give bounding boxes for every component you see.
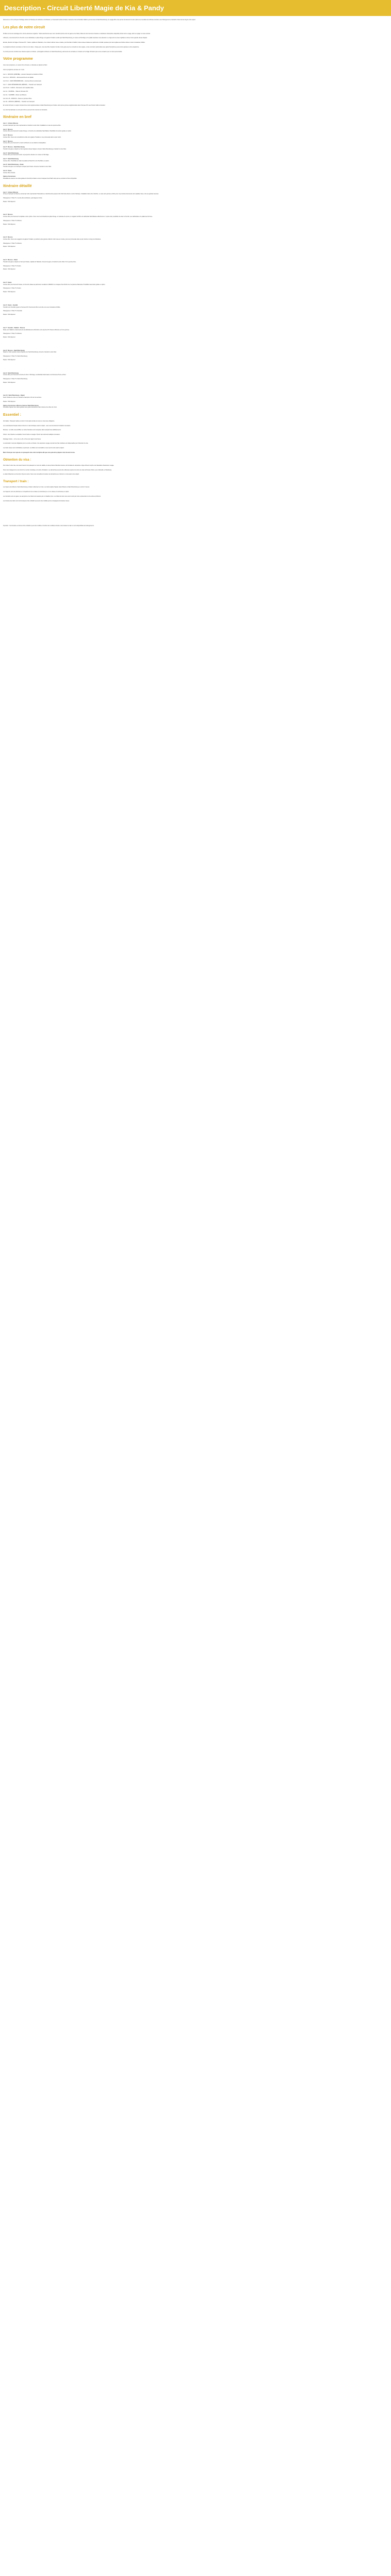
intro-text: Découvrez en 16 ou 20 jours l'héritage culturel et historique de la Russie et de Moscou, en traversant la ville de Kazan, l'ancienne cité de Souzdal, Vladimir, puis la route de Saint-Pétersbourg. Ce voyage libre vous permet de découvrir à votre rythme les merveilles de la Russie éternelle, avec hébergement et transferts inclus tout au long de votre séjour. — [3, 19, 196, 21]
section-paragraph: Voici le programme de base de 7 nuits : — [3, 69, 25, 71]
essential-item: La vaccination n'est pas obligatoire pour se rendre en Russie. Une assurance voyage couvrant les frais médicaux est indispensable pour l'obtention du visa. — [3, 443, 89, 445]
day-title: Jour 2 : Moscou — [3, 214, 13, 216]
section-title: Transport / train : — [3, 480, 29, 484]
day-meals: Repas : Petit déjeuner. — [3, 400, 16, 402]
day-description: Transfert à la gare ou à l'aéroport et départ pour Kazan. Accueil et transfert à votre hôtel. — [3, 166, 52, 168]
day-description: Transfert à la gare et départ en train à grande vitesse Sapsan. Accueil à Saint-Pétersbourg et transfert à votre hôtel. — [3, 148, 67, 150]
section-paragraph: Ce programme liberté vous laisse le choix de vos visites : chaque jour, vous êtes libre d'explorer la ville à votre guise avec les conseils de notre équipe, et des excursions optionnelles avec guide francophone peuvent être ajoutées à votre programme. — [3, 46, 139, 48]
essential-item: Les trains russes sont confortables et ponctuels ; les billets sont nominatifs et vous seront remis avant le départ. — [3, 447, 64, 449]
program-line: Jour 11 – SOUZDAL – Villes de l'Anneau d'Or — [3, 91, 28, 93]
day-description: Départ en train à grande vitesse Sapsan pour Saint-Pétersbourg. Accueil et transfert à votre hôtel. — [3, 351, 57, 353]
section-title: Itinéraire en bref — [3, 115, 31, 120]
day-description: Arrivée à l'aéroport de Moscou, accueil par notre représentant francophone et transfert privé jusqu'à votre hôtel situé dans le centre historique. Installation dans votre chambre. Le reste de la journée est libre pour une première découverte de la capitale russe et de ses grandes avenues. — [3, 193, 159, 195]
transport-paragraph: Les transferts entre les gares, les aéroports et les hôtels sont assurés par un chauffeur privé. Les billets de train vous seront remis par notre représentant à votre arrivée à Moscou. — [3, 495, 101, 497]
page-title: Description - Circuit Liberté Magie de Kia & Pandy — [4, 4, 164, 12]
day-meals: Repas : Petit déjeuner. — [3, 336, 16, 338]
program-line: Jour 5 à 6 – SAINT-PÉTERSBOURG – Journées libres de découverte — [3, 80, 42, 82]
program-line: Jour 7 – SAINT-PÉTERSBOURG (DÉPART) – Transfert vers l'aéroport — [3, 83, 42, 86]
section-title: Essentiel : — [3, 413, 22, 417]
essential-item: Monnaie : le rouble russe (RUB). Les cartes bancaires sont acceptées dans la plupart des établissements. — [3, 429, 61, 431]
visa-paragraph: Nous nous chargeons de vous fournir le voucher touristique et la lettre d'invitation. Les démarches peuvent être effectuées auprès du centre de visas de Russie à Paris, Lyon, Marseille ou Strasbourg. — [3, 469, 112, 471]
section-paragraph: Ce circuit peut être combiné avec d'autres séjours en Russie : prolongation à Moscou ou Saint-Pétersbourg, découverte de la Carélie ou croisière sur la Volga. N'hésitez pas à nous contacter pour un devis personnalisé. — [3, 50, 122, 53]
day-accommodation: Hébergement : Hôtel 4* à Kazan. — [3, 265, 22, 267]
section-transport — [3, 480, 388, 502]
section-essential — [3, 413, 388, 454]
day-description: Journée libre. Nous vous conseillons la visite de la galerie Tretiakov et une promenade dans le parc Gorki. — [3, 136, 61, 138]
day-title: Jour 7 : Saint-Pétersbourg — [3, 158, 19, 160]
day-meals: Repas : Petit déjeuner. — [3, 314, 16, 316]
essential-item: Climat : étés chauds et ensoleillés, hivers froids et enneigés. Prévoir des vêtements adaptés à la saison. — [3, 434, 60, 436]
day-description: Transfert vers Souzdal, joyau de l'Anneau d'Or. Découverte libre de la ville et de ses monastères fortifiés. — [3, 306, 61, 308]
day-meals: Repas : Petit déjeuner. — [3, 381, 16, 383]
options-title: Options d'excursions à Moscou, Kazan et Saint-Pétersbourg — [3, 404, 39, 406]
day-title: Jour 4 : Moscou — [3, 140, 13, 142]
day-accommodation: Hébergement : Hôtel 4* à Saint-Pétersbourg. — [3, 355, 28, 358]
day-title: Jour 9 : Kazan — [3, 170, 12, 172]
section-paragraph: A Moscou, vous découvrirez le Kremlin et ses cathédrales, la place Rouge et la galerie Tretiakov, tandis qu'à Saint-Pétersbourg, le musée de l'Ermitage et les palais impériaux vous attendent. Le trajet entre les deux capitales se fait en train à grande vitesse Sapsan. — [3, 37, 148, 39]
day-description: Journée libre. Possibilité de visiter les palais de Peterhof ou de Pouchkine en option. — [3, 160, 50, 162]
day-title: Jour 8 : Moscou – Saint-Pétersbourg — [3, 349, 25, 351]
section-itinerary-brief — [3, 115, 388, 179]
day-description: Selon l'horaire de votre vol, transfert à l'aéroport et fin de nos services. — [3, 397, 42, 399]
day-title: Jour 9 : Saint-Pétersbourg — [3, 372, 19, 374]
section-visa — [3, 458, 388, 476]
day-accommodation: Hébergement : Hôtel 4* en centre-ville de Moscou, petit déjeuner inclus. — [3, 197, 43, 199]
day-title: Jour 5 : Moscou – Saint-Pétersbourg — [3, 146, 25, 148]
day-description: Accueil à l'aéroport par notre représentant et transfert à votre hôtel. Installation et reste de la journée libre. — [3, 125, 61, 127]
day-accommodation: Hébergement : Hôtel 4* à Souzdal. — [3, 310, 22, 312]
program-line: Jour 16 – MOSCOU (DÉPART) – Transfert vers l'aéroport — [3, 101, 35, 103]
section-title: Itinéraire détaillé — [3, 184, 32, 188]
day-accommodation: Hébergement : Hôtel 4* à Moscou. — [3, 333, 22, 335]
day-description: Journée libre pour découvrir le métro de Moscou et ses stations remarquables. — [3, 142, 46, 144]
day-accommodation: Hébergement : Hôtel 4* à Kazan. — [3, 287, 22, 290]
essential-item: Les ressortissants français doivent obtenir un visa touristique avant le départ ; nous vous fournissons l'invitation nécessaire. — [3, 425, 71, 427]
transport-paragraph: Les trajets entre Moscou, Saint-Pétersbourg et Kazan s'effectuent en train. Les trains rapides Sapsan relient Moscou à Saint-Pétersbourg en environ 4 heures. — [3, 486, 90, 488]
day-description: Route vers Vladimir et découverte de la cathédrale de la Dormition et de la porte d'Or. Retour à Moscou en fin de journée. — [3, 329, 70, 331]
day-title: Jour 10 : Saint-Pétersbourg – Départ — [3, 395, 25, 397]
day-title: Jour 5 : Kazan — [3, 282, 12, 284]
section-itinerary-detail — [3, 184, 388, 409]
essential-item: Décalage horaire : +1h en été et +2h en hiver par rapport à la France. — [3, 438, 41, 440]
section-title: Votre programme — [3, 57, 33, 61]
day-meals: Repas : Petit déjeuner. — [3, 359, 16, 361]
section-paragraph: Les vols internationaux ne sont pas inclus et peuvent être réservés sur demande. — [3, 109, 47, 111]
day-title: Jour 1 : Arrivée à Moscou — [3, 123, 19, 125]
day-title: Jour 6 : Kazan – Souzdal — [3, 304, 18, 306]
day-description: Journée libre pour découvrir la Venise du Nord : l'Ermitage, la cathédrale Saint-Isaac et la forteresse Pierre-et-Paul. — [3, 374, 67, 376]
day-accommodation: Hébergement : Hôtel 4* à Saint-Pétersbourg. — [3, 378, 28, 380]
section-paragraph: En version 20 jours, le séjour comprend des nuits supplémentaires à Saint-Pétersbourg et à Kazan, ainsi qu'une journée supplémentaire dans l'Anneau d'Or avec Rostov Veliki et Iaroslavl. — [3, 105, 106, 107]
day-meals: Repas : Petit déjeuner. — [3, 291, 16, 293]
options-description: Possibilité d'ajouter des visites guidées avec guide francophone dans chacune des villes du circuit. — [3, 406, 57, 409]
day-description: Journée libre à Kazan. — [3, 172, 15, 174]
day-accommodation: Hébergement : Hôtel 4* à Moscou. — [3, 219, 22, 222]
day-meals: Repas : Petit déjeuner. — [3, 268, 16, 270]
day-description: Journée libre. Nous vous suggérons la galerie Tretiakov, qui abrite la plus grande collection d'art russe au monde, puis une promenade dans le parc Gorki et le long de la Moskova. — [3, 239, 101, 241]
program-line: Jour 1 – MOSCOU (ARRIVÉE) – Accueil à l'aéroport et transfert à l'hôtel — [3, 73, 43, 75]
visa-paragraph: Pour obtenir votre visa, vous aurez besoin d'un passeport en cours de validité, de deux photos d'identité récentes, du formulaire de demande en ligne dûment rempli et de l'attestation d'assurance voyage. — [3, 464, 115, 466]
section-program — [3, 57, 388, 111]
section-title: Obtention du visa : — [3, 458, 31, 462]
program-line: Jour 8 à 10 – KAZAN – Découverte de la capitale tatare — [3, 87, 34, 89]
footer-note: Important : Cet itinéraire est donné à titre indicatif et peut être modifié en fonction des conditions locales, des horaires de train ou de la disponibilité des hébergements. — [3, 525, 94, 527]
day-description: Journée libre pour découvrir Kazan, son Kremlin classé au patrimoine mondial de l'UNESCO, la mosquée Koul-Charif et la rue piétonne Baumana. Possibilité d'excursion guidée en option. — [3, 283, 106, 285]
program-line: Jour 12 – VLADIMIR – Route vers Moscou — [3, 94, 27, 96]
section-paragraph: Profitez de tous les avantages d'un circuit entièrement organisé : hôtels sélectionnés avec soin, transferts privés entre les gares et les hôtels, billets de train réservés à l'avance et assistance francophone disponible durant tout le voyage, afin de voyager en toute sérénité. — [3, 32, 151, 35]
day-description: Journée libre pour découvrir la place Rouge, le Kremlin et la cathédrale Saint-Basile. Possibilité d'excursion guidée en option. — [3, 130, 72, 132]
section-paragraph: Ensuite, direction la Volga et l'Anneau d'Or : Kazan, capitale du Tatarstan, où se mêlent cultures russe et tatare, puis Souzdal et Vladimir, villes-musées classées au patrimoine mondial, réputées pour leurs églises aux bulbes colorés et leurs monastères fortifiés. — [3, 42, 145, 44]
day-title: Jour 4 : Moscou – Kazan — [3, 259, 18, 261]
day-description: Journée libre pour découvrir la capitale à votre rythme. Nous vous recommandons la place Rouge, le mausolée de Lénine, le magasin GOUM et la cathédrale Saint-Basile-le-Bienheureux. L'après-midi, possibilité de visiter le Kremlin, ses cathédrales et le palais des Armures. — [3, 216, 153, 218]
options-description: Possibilité de réserver une visite guidée du Kremlin de Kazan et de la mosquée Koul-Charif, ainsi qu'une excursion à l'île de Sviyazhsk. — [3, 177, 77, 179]
day-meals: Repas : Petit déjeuner. — [3, 246, 16, 248]
main-content — [0, 16, 391, 534]
day-meals: Repas : Petit déjeuner. — [3, 223, 16, 225]
transport-paragraph: Les trajets de nuit sont effectués en compartiment de 2e classe (4 couchettes) ou en 1re classe (2 couchettes) en option. — [3, 491, 69, 493]
day-description: Transfert à la gare et départ en train pour Kazan, capitale du Tatarstan. Accueil à la gare et transfert à votre hôtel. Fin de journée libre. — [3, 261, 76, 263]
day-title: Jour 2 : Moscou — [3, 128, 13, 130]
essential-item: Formalités : Passeport valide au moins 6 mois après la date de retour et visa russe obligatoire. — [3, 420, 55, 422]
transport-paragraph: Les horaires des trains sont communiqués à titre indicatif et peuvent être modifiés par les compagnies ferroviaires russes. — [3, 500, 70, 502]
essential-item-passport: Merci d'envoyer une copie de vos passeports dès votre inscription afin que nous puissions préparer votre dossier de visa. — [3, 451, 75, 453]
day-title: Jour 7 : Souzdal – Vladimir – Moscou — [3, 327, 25, 329]
day-title: Jour 3 : Moscou — [3, 236, 13, 239]
section-title: Les plus de notre circuit — [3, 25, 45, 29]
visa-paragraph: Le délai d'obtention est d'environ 10 jours ouvrés. Nous vous conseillons d'entamer les démarches au minimum un mois avant votre départ. — [3, 473, 79, 476]
day-title: Jour 1 : Arrivée à Moscou — [3, 191, 19, 193]
section-paragraph: Vous nous proposons, en version 16 ou 20 jours, un itinéraire au départ de Paris : — [3, 64, 48, 66]
section-highlights — [3, 25, 388, 53]
page-header — [0, 0, 391, 16]
day-title: Jour 3 : Moscou — [3, 134, 13, 137]
day-title: Jour 8 : Saint-Pétersbourg – Kazan — [3, 164, 24, 166]
day-title: Jour 6 : Saint-Pétersbourg — [3, 152, 19, 154]
program-line: Jour 13 à 15 – MOSCOU – Retour et journées libres — [3, 97, 32, 99]
day-accommodation: Hébergement : Hôtel 4* à Moscou. — [3, 242, 22, 244]
options-title: Options d'excursions — [3, 176, 16, 178]
program-line: Jour 2 à 4 – MOSCOU – Découverte libre de la capitale — [3, 77, 34, 79]
day-description: Journée libre pour découvrir la ville, la perspective Nevski et le musée de l'Ermitage. — [3, 154, 50, 156]
day-meals: Repas : Petit déjeuner. — [3, 200, 16, 202]
